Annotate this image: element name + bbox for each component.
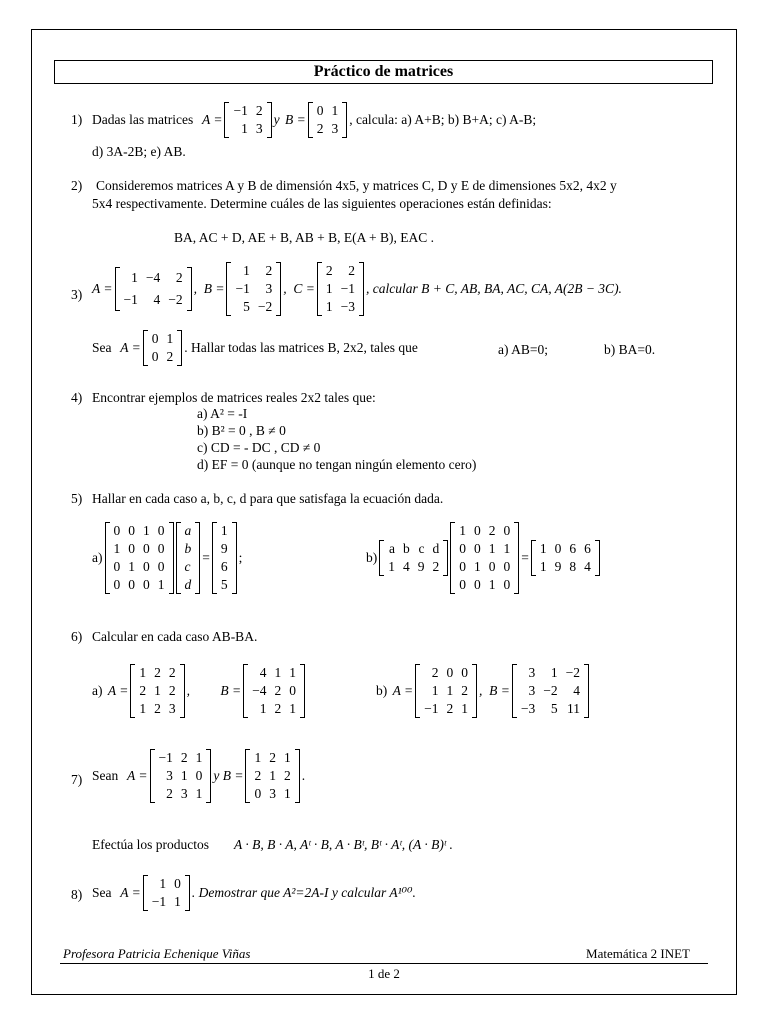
matrix-cell: −3 — [340, 299, 355, 314]
matrix-cell: 2 — [269, 750, 276, 765]
label-A: A = — [104, 683, 129, 698]
label-B: , B = — [479, 683, 510, 698]
matrix-p3-B — [226, 262, 281, 316]
matrix-cell: 2 — [348, 263, 355, 278]
label-A: A = — [113, 340, 141, 355]
matrix-cell: 0 — [459, 559, 466, 574]
problem-4-item-a: a) A² = -I — [197, 406, 248, 421]
matrix-cell: 0 — [128, 541, 135, 556]
matrix-cell: 2 — [168, 665, 176, 680]
matrix-cell: 2 — [431, 665, 439, 680]
matrix-cell: −4 — [145, 270, 161, 285]
matrix-cell: c — [418, 541, 425, 556]
matrix-cell: 1 — [269, 768, 276, 783]
matrix-p5a-r — [212, 522, 237, 594]
matrix-cell: 0 — [128, 523, 135, 538]
problem-3-number: 3) — [71, 287, 83, 302]
footer-divider — [60, 963, 708, 964]
period: . — [301, 768, 306, 783]
matrix-cell: 1 — [259, 701, 267, 716]
matrix-cell: 0 — [503, 559, 511, 574]
matrix-cell: 1 — [166, 331, 174, 346]
problem-6a — [92, 664, 307, 718]
matrix-cell: 2 — [175, 270, 183, 285]
matrix-cell: 9 — [417, 559, 425, 574]
matrix-cell: 2 — [274, 701, 282, 716]
matrix-cell: 1 — [274, 665, 282, 680]
problem-1-lead: Dadas las matrices — [92, 112, 194, 127]
matrix-p3-A — [115, 267, 192, 311]
matrix-cell: 0 — [143, 541, 150, 556]
matrix-cell: 5 — [220, 577, 228, 592]
matrix-cell: 2 — [154, 665, 161, 680]
label-C: , C = — [283, 281, 315, 296]
label-A: A = — [120, 768, 148, 783]
matrix-cell: −2 — [565, 665, 580, 680]
matrix-p6a-B — [243, 664, 305, 718]
footer-course: Matemática 2 INET — [586, 946, 690, 961]
problem-7-products: A · B, B · A, Aᵗ · B, A · Bᵗ, Bᵗ · Aᵗ, (A · B)ᵗ . — [234, 837, 453, 852]
matrix-cell: 3 — [180, 786, 188, 801]
matrix-cell: 2 — [166, 349, 174, 364]
matrix-cell: 2 — [325, 263, 333, 278]
matrix-cell: 4 — [403, 559, 410, 574]
matrix-cell: 1 — [283, 786, 291, 801]
sea-label: Sea — [92, 885, 112, 900]
matrix-cell: 3 — [166, 768, 173, 783]
label-A: A = — [389, 683, 414, 698]
matrix-p7-B — [245, 749, 299, 803]
problem-8-text: . Demostrar que A²=2A-I y calcular A¹⁰⁰. — [191, 885, 416, 900]
problem-4-item-b: b) B² = 0 , B ≠ 0 — [197, 423, 286, 438]
problem-5-lead: Hallar en cada caso a, b, c, d para que satisfaga la ecuación dada. — [92, 491, 444, 506]
matrix-cell: 2 — [274, 683, 282, 698]
label-A: A = — [113, 885, 141, 900]
matrix-cell: 1 — [325, 299, 333, 314]
problem-7-efectua: Efectúa los productos — [92, 837, 209, 852]
matrix-cell: 0 — [474, 577, 481, 592]
matrix-cell: 6 — [220, 559, 228, 574]
matrix-cell: 0 — [289, 683, 296, 698]
matrix-cell: 1 — [325, 281, 333, 296]
matrix-cell: 3 — [331, 121, 339, 136]
matrix-cell: 0 — [157, 541, 165, 556]
label-B: , B = — [186, 683, 242, 698]
matrix-cell: 0 — [143, 577, 150, 592]
matrix-cell: 0 — [128, 577, 135, 592]
matrix-cell: 1 — [388, 559, 395, 574]
matrix-cell: −2 — [168, 292, 183, 307]
problem-3-opt-a: a) AB=0; — [498, 342, 548, 357]
matrix-cell: 2 — [265, 263, 273, 278]
matrix-cell: 3 — [528, 683, 536, 698]
matrix-cell: 0 — [151, 349, 159, 364]
matrix-cell: 1 — [174, 894, 181, 909]
matrix-cell: 2 — [139, 683, 147, 698]
problem-5a-label: a) — [92, 550, 103, 565]
problem-6b-label: b) — [376, 683, 388, 698]
matrix-cell: c — [184, 559, 191, 574]
problem-3-opt-b: b) BA=0. — [604, 342, 656, 357]
problem-1-line2: d) 3A-2B; e) AB. — [92, 144, 186, 159]
matrix-cell: 0 — [446, 665, 454, 680]
matrix-cell: 3 — [255, 121, 263, 136]
matrix-cell: 0 — [316, 103, 324, 118]
matrix-cell: 1 — [459, 523, 466, 538]
problem-3 — [92, 262, 624, 316]
matrix-cell: 1 — [195, 750, 203, 765]
problem-3-calc: , calcular B + C, AB, BA, AC, CA, A(2B − 3C). — [365, 281, 622, 296]
matrix-p6b-B — [512, 664, 589, 718]
matrix-p6a-A — [130, 664, 184, 718]
matrix-cell: 3 — [265, 281, 273, 296]
matrix-cell: 1 — [243, 263, 250, 278]
matrix-cell: 1 — [488, 541, 496, 556]
matrix-cell: 0 — [254, 786, 262, 801]
matrix-cell: 1 — [139, 665, 147, 680]
matrix-p5b-M — [450, 522, 519, 594]
matrix-cell: 0 — [157, 523, 165, 538]
matrix-cell: 9 — [220, 541, 228, 556]
matrix-cell: 4 — [584, 559, 591, 574]
matrix-cell: 1 — [159, 876, 167, 891]
problem-2-line2: 5x4 respectivamente. Determine cuáles de las siguientes operaciones están definidas: — [92, 196, 552, 211]
equals-sign: = — [202, 550, 210, 565]
matrix-cell: 4 — [259, 665, 267, 680]
matrix-cell: −2 — [543, 683, 558, 698]
matrix-cell: 0 — [113, 523, 121, 538]
matrix-cell: 0 — [503, 577, 511, 592]
matrix-p8-A — [143, 875, 190, 911]
problem-3-sea — [92, 330, 420, 366]
matrix-cell: 2 — [180, 750, 188, 765]
matrix-cell: 0 — [195, 768, 203, 783]
matrix-cell: 3 — [528, 665, 536, 680]
matrix-cell: 2 — [166, 786, 173, 801]
matrix-cell: 1 — [331, 103, 339, 118]
matrix-cell: 2 — [254, 768, 262, 783]
matrix-cell: 3 — [269, 786, 276, 801]
problem-7-number: 7) — [71, 772, 83, 787]
matrix-p1-B — [308, 102, 348, 138]
matrix-cell: 0 — [151, 331, 159, 346]
semicolon: ; — [238, 550, 243, 565]
matrix-cell: 1 — [503, 541, 511, 556]
matrix-cell: 6 — [584, 541, 591, 556]
problem-2-line1: Consideremos matrices A y B de dimensión 4x5, y matrices C, D y E de dimensiones 5x2, 4x2 y — [96, 178, 617, 193]
matrix-cell: 0 — [459, 577, 466, 592]
matrix-cell: 1 — [241, 121, 248, 136]
matrix-cell: a — [389, 541, 395, 556]
matrix-cell: 4 — [153, 292, 161, 307]
matrix-p5a-x — [176, 522, 201, 594]
problem-6-lead: Calcular en cada caso AB-BA. — [92, 629, 258, 644]
matrix-cell: 1 — [446, 683, 454, 698]
matrix-cell: 1 — [195, 786, 203, 801]
matrix-cell: 1 — [220, 523, 228, 538]
matrix-cell: 1 — [289, 665, 296, 680]
page-number: 1 de 2 — [368, 966, 400, 981]
matrix-cell: b — [184, 541, 192, 556]
matrix-cell: 0 — [157, 559, 165, 574]
matrix-cell: −4 — [252, 683, 267, 698]
matrix-cell: −3 — [520, 701, 536, 716]
problem-6a-label: a) — [92, 683, 103, 698]
matrix-p1-A — [224, 102, 271, 138]
matrix-cell: −1 — [151, 894, 167, 909]
problem-6b — [376, 664, 591, 718]
matrix-cell: 11 — [566, 701, 580, 716]
matrix-cell: 1 — [431, 683, 439, 698]
matrix-cell: 9 — [554, 559, 562, 574]
matrix-p3-C — [317, 262, 364, 316]
problem-2-ops: BA, AC + D, AE + B, AB + B, E(A + B), EAC . — [174, 230, 434, 245]
problem-8 — [92, 875, 418, 911]
matrix-cell: 5 — [243, 299, 250, 314]
matrix-cell: b — [403, 541, 410, 556]
matrix-cell: 1 — [539, 541, 547, 556]
matrix-p7-A — [150, 749, 212, 803]
matrix-cell: 0 — [503, 523, 511, 538]
matrix-cell: 2 — [446, 701, 454, 716]
problem-8-number: 8) — [71, 887, 83, 902]
label-B: B = — [281, 112, 306, 127]
matrix-cell: a — [184, 523, 192, 538]
matrix-cell: 1 — [113, 541, 121, 556]
problem-1 — [92, 102, 538, 138]
label-A: A = — [92, 281, 113, 296]
matrix-cell: 0 — [461, 665, 468, 680]
problem-6-number: 6) — [71, 629, 83, 644]
matrix-cell: 0 — [554, 541, 562, 556]
matrix-cell: 1 — [254, 750, 262, 765]
matrix-cell: 1 — [180, 768, 188, 783]
problem-4-item-d: d) EF = 0 (aunque no tengan ningún elemento cero) — [197, 457, 477, 472]
label-A: A = — [195, 112, 223, 127]
matrix-p6b-A — [415, 664, 477, 718]
matrix-cell: 1 — [154, 683, 161, 698]
matrix-cell: 0 — [474, 541, 481, 556]
sean-label: Sean — [92, 768, 119, 783]
matrix-cell: 0 — [459, 541, 466, 556]
matrix-cell: 1 — [488, 577, 496, 592]
matrix-cell: 1 — [289, 701, 296, 716]
problem-5b — [366, 522, 602, 594]
problem-4-number: 4) — [71, 390, 83, 405]
matrix-cell: 1 — [157, 577, 165, 592]
problem-1-number: 1) — [71, 112, 83, 127]
label-B: y B = — [213, 768, 244, 783]
matrix-cell: 2 — [488, 523, 496, 538]
problem-2-number: 2) — [71, 178, 83, 193]
matrix-cell: 2 — [154, 701, 161, 716]
matrix-cell: 2 — [283, 768, 291, 783]
matrix-p5b-r — [531, 540, 600, 576]
matrix-cell: 0 — [113, 577, 121, 592]
matrix-cell: −2 — [257, 299, 273, 314]
matrix-p3-A2 — [143, 330, 183, 366]
matrix-cell: 3 — [168, 701, 176, 716]
matrix-cell: 0 — [174, 876, 181, 891]
matrix-cell: 1 — [474, 559, 481, 574]
matrix-cell: −1 — [340, 281, 355, 296]
page-title: Práctico de matrices — [54, 60, 713, 84]
matrix-cell: 5 — [550, 701, 558, 716]
matrix-cell: 1 — [461, 701, 468, 716]
problem-5a — [92, 522, 244, 594]
matrix-cell: 0 — [113, 559, 121, 574]
matrix-cell: 2 — [461, 683, 468, 698]
matrix-cell: d — [432, 541, 440, 556]
label-B: , B = — [193, 281, 225, 296]
problem-7 — [92, 749, 307, 803]
problem-5b-label: b) — [366, 550, 378, 565]
matrix-cell: 0 — [474, 523, 481, 538]
matrix-cell: 1 — [143, 523, 150, 538]
matrix-cell: 1 — [283, 750, 291, 765]
matrix-cell: 2 — [316, 121, 324, 136]
matrix-p5b-x — [379, 540, 448, 576]
matrix-cell: −1 — [424, 701, 439, 716]
matrix-p5a-M — [105, 522, 174, 594]
matrix-cell: −1 — [235, 281, 250, 296]
matrix-cell: 2 — [255, 103, 263, 118]
matrix-cell: 1 — [539, 559, 547, 574]
problem-4-lead: Encontrar ejemplos de matrices reales 2x2 tales que: — [92, 390, 376, 405]
footer-author: Profesora Patricia Echenique Viñas — [63, 946, 251, 961]
matrix-cell: 2 — [432, 559, 440, 574]
matrix-cell: d — [184, 577, 192, 592]
matrix-cell: −1 — [233, 103, 248, 118]
matrix-cell: 6 — [569, 541, 577, 556]
matrix-cell: 4 — [573, 683, 580, 698]
matrix-cell: 1 — [139, 701, 147, 716]
problem-3-sea-text: . Hallar todas las matrices B, 2x2, tales que — [184, 340, 418, 355]
matrix-cell: −1 — [123, 292, 138, 307]
matrix-cell: 0 — [488, 559, 496, 574]
problem-5-number: 5) — [71, 491, 83, 506]
matrix-cell: 8 — [569, 559, 577, 574]
matrix-cell: 1 — [550, 665, 558, 680]
problem-4-item-c: c) CD = - DC , CD ≠ 0 — [197, 440, 321, 455]
matrix-cell: 0 — [143, 559, 150, 574]
sea-label: Sea — [92, 340, 112, 355]
matrix-cell: 2 — [168, 683, 176, 698]
conj-y: y — [273, 112, 280, 127]
problem-1-tail: , calcula: a) A+B; b) B+A; c) A-B; — [349, 112, 537, 127]
matrix-cell: −1 — [158, 750, 173, 765]
equals-sign: = — [521, 550, 529, 565]
matrix-cell: 1 — [131, 270, 138, 285]
matrix-cell: 1 — [128, 559, 135, 574]
